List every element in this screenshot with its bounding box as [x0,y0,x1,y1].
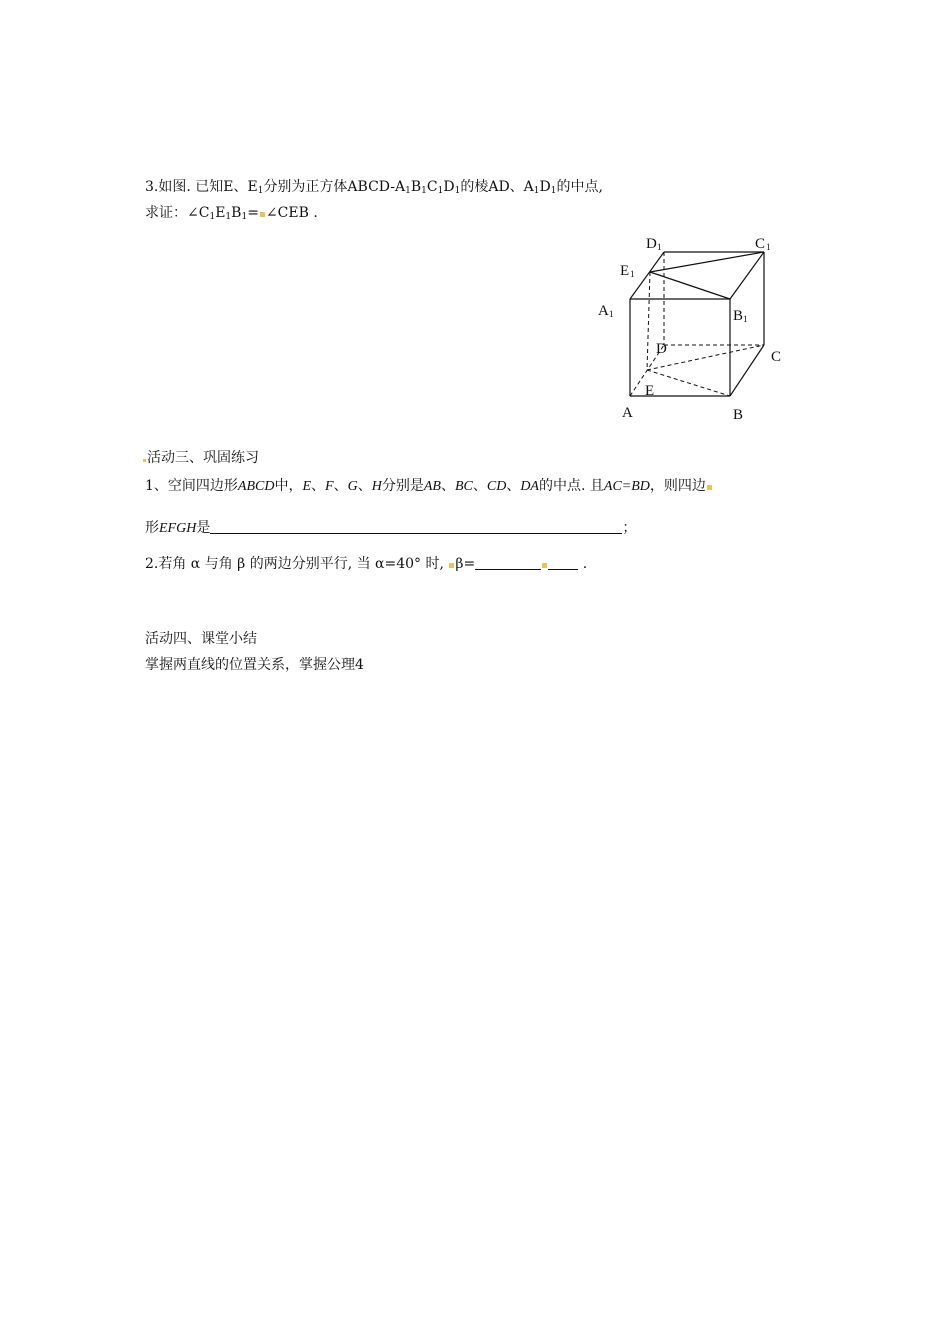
highlight-mark [707,485,712,490]
label-a1: A [598,303,609,319]
activity3-question1-answer: 形EFGH是 ； [145,520,637,536]
label-c1: C [755,236,766,252]
highlight-mark [260,212,265,217]
highlight-mark [143,459,146,462]
answer-blank[interactable] [475,555,541,570]
label-c1-sub: 1 [766,242,771,252]
segment-e1-b1 [650,272,730,299]
label-b: B [733,407,744,423]
label-e: E [645,383,655,399]
highlight-mark [542,563,547,568]
cube-figure [590,230,790,430]
activity4-summary: 掌握两直线的位置关系，掌握公理4 [145,657,364,673]
label-a1-sub: 1 [609,309,614,319]
answer-blank[interactable] [210,519,622,534]
activity3-question2: 2.若角 α 与角 β 的两边分别平行, 当 α=40° 时, β= . [145,556,588,572]
activity4-heading: 活动四、课堂小结 [145,631,257,647]
answer-blank-tail[interactable] [548,555,578,570]
label-d: D [656,341,667,357]
activity3-question1: 1、空间四边形ABCD中，E、F、G、H分别是AB、BC、CD、DA的中点. 且AC=BD，则四边 [145,477,713,496]
activity3-heading: 活动三、巩固练习 [145,449,259,467]
segment-e1-c1 [650,252,764,272]
problem3-statement: 3.如图. 已知E、$E_1$分别为正方体ABCD-$A_1B_1C_1D_1$的棱AD、$A_1D_1$的中点, [145,179,603,196]
label-b1-sub: 1 [743,314,748,324]
label-e1: E [620,263,630,279]
label-d1: D [646,236,657,252]
edge-b-c [730,345,764,396]
label-d1-sub: 1 [657,242,662,252]
label-b1: B [733,308,744,324]
hidden-segment-e-b [647,370,730,396]
problem3-prove: 求证：$\angle C_1E_1B_1=$ ∠CEB . [145,205,318,222]
highlight-mark [449,563,454,568]
hidden-segment-e1-e [647,272,650,370]
edge-c1-b1 [730,252,764,299]
label-c: C [771,349,782,365]
label-e1-sub: 1 [630,269,635,279]
label-a: A [622,405,633,421]
